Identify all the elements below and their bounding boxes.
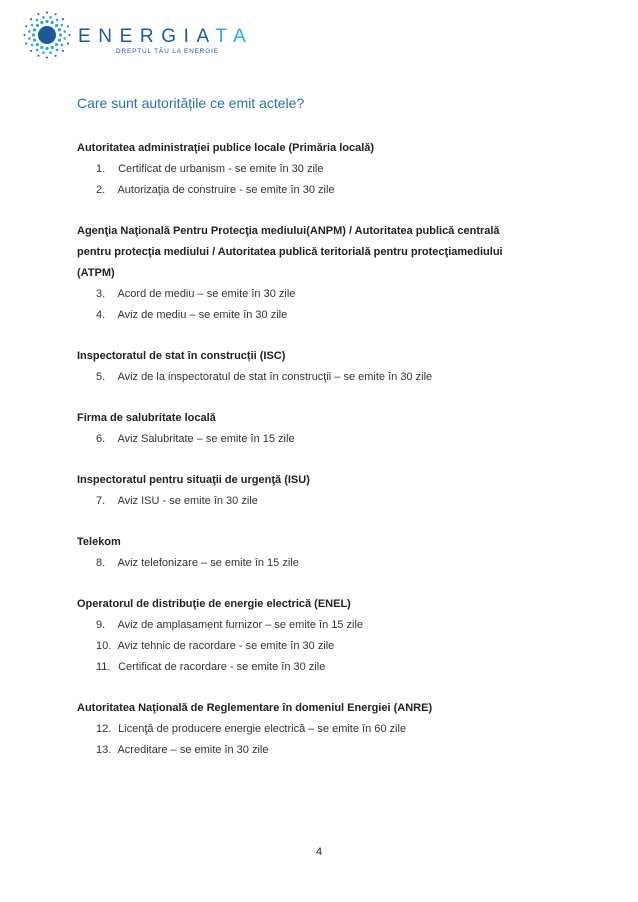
authority-title: Operatorul de distribuţie de energie electrică (ENEL) (77, 598, 351, 610)
list-item: 8. Aviz telefonizare – se emite în 15 zile (96, 557, 299, 569)
list-item: 11. Certificat de racordare - se emite în 30 zile (96, 661, 326, 673)
list-item: 7. Aviz ISU - se emite în 30 zile (96, 495, 258, 507)
authority-title: Autoritatea administraţiei publice locale (Primăria locală) (77, 142, 375, 154)
authority-title: Telekom (77, 536, 121, 548)
sun-dots-icon (20, 8, 74, 62)
list-item: 10. Aviz tehnic de racordare - se emite în 30 zile (96, 640, 335, 652)
section-anre (77, 698, 547, 761)
authority-title: Inspectoratul pentru situaţii de urgenţă (ISU) (77, 474, 310, 486)
document-body (77, 94, 547, 761)
section-enel (77, 594, 547, 678)
logo-tagline: DREPTUL TĂU LA ENERGIE (116, 48, 219, 55)
list-item: 12. Licenţă de producere energie electrică – se emite în 60 zile (96, 723, 407, 735)
section-isc (77, 346, 547, 388)
section-anpm (77, 221, 547, 326)
section-primaria (77, 138, 547, 201)
list-item: 9. Aviz de amplasament furnizor – se emite în 15 zile (96, 619, 364, 631)
authority-title: Firma de salubritate locală (77, 412, 216, 424)
list-item: 13. Acreditare – se emite în 30 zile (96, 744, 269, 756)
authority-title: Inspectoratul de stat în construcții (ISC) (77, 350, 286, 362)
list-item: 1. Certificat de urbanism - se emite în 30 zile (96, 163, 324, 175)
section-salubritate (77, 408, 547, 450)
list-item: 2. Autorizaţia de construire - se emite în 30 zile (96, 184, 335, 196)
page-heading: Care sunt autoritățile ce emit actele? (77, 95, 305, 111)
list-item: 6. Aviz Salubritate – se emite în 15 zile (96, 433, 295, 445)
energiata-logo (20, 8, 254, 62)
logo-wordmark: ENERGIATA (78, 26, 254, 47)
section-isu (77, 470, 547, 512)
list-item: 5. Aviz de la inspectoratul de stat în construcţii – se emite în 30 zile (96, 371, 433, 383)
authority-title-line: Agenţia Naţională Pentru Protecţia mediului(ANPM) / Autoritatea publică centrală (77, 225, 500, 237)
page-number: 4 (315, 846, 323, 858)
list-item: 4. Aviz de mediu – se emite în 30 zile (96, 309, 288, 321)
authority-title-line: (ATPM) (77, 267, 115, 279)
authority-title-line: pentru protecţia mediului / Autoritatea publică teritorială pentru protecţiamediului (77, 246, 503, 258)
authority-title: Autoritatea Naţională de Reglementare în domeniul Energiei (ANRE) (77, 702, 433, 714)
list-item: 3. Acord de mediu – se emite în 30 zile (96, 288, 296, 300)
section-telekom (77, 532, 547, 574)
